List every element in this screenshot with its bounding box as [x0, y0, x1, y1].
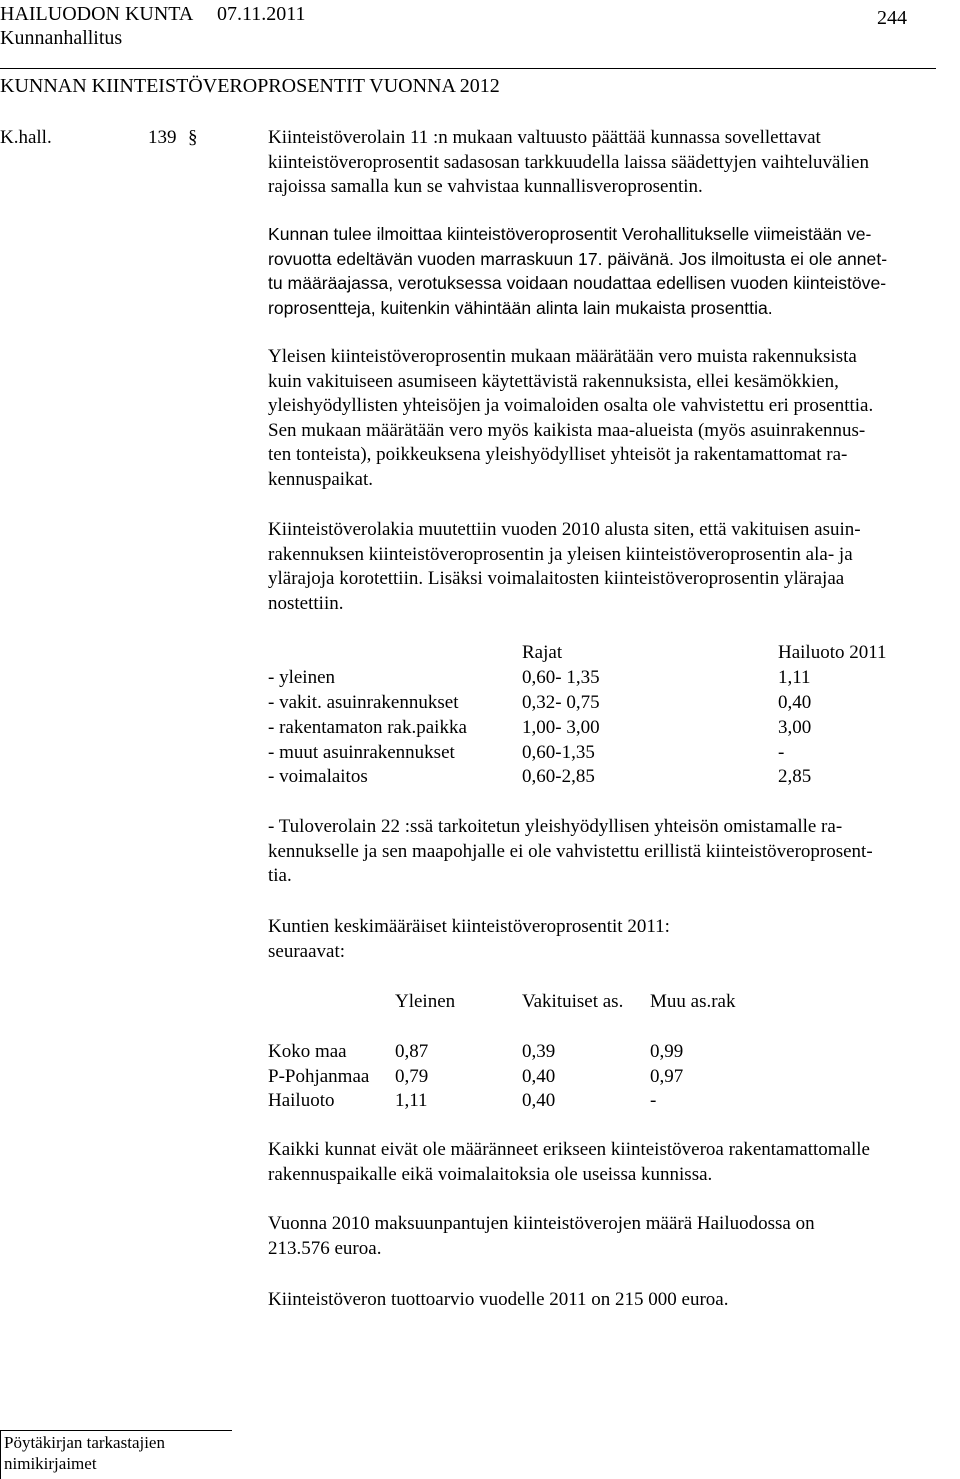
governing-body: Kunnanhallitus [0, 27, 123, 49]
table-cell: 0,39 [522, 1041, 556, 1062]
paragraph-law-change [268, 518, 958, 616]
text-line: rajoissa samalla kun se vahvistaa kunnallisveroprosentin. [268, 176, 703, 197]
paragraph-unbuilt [268, 1138, 958, 1187]
paragraph-levied-amount [268, 1212, 958, 1261]
table-cell: 0,60-2,85 [522, 766, 595, 787]
paragraph-legal-basis [268, 126, 958, 200]
table-cell: 1,11 [778, 667, 811, 688]
table-cell: 0,97 [650, 1066, 684, 1087]
table-cell: 0,99 [650, 1041, 684, 1062]
table-row-label: - yleinen [268, 667, 336, 688]
table-cell: 0,60- 1,35 [522, 667, 600, 688]
table-row-label: P-Pohjanmaa [268, 1066, 370, 1087]
text-line: Yleisen kiinteistöveroprosentin mukaan määrätään vero muista rakennuksista [268, 346, 857, 367]
table-header-permanent: Vakituiset as. [522, 991, 624, 1012]
text-line: Kiinteistöveron tuottoarvio vuodelle 2011 on 215 000 euroa. [268, 1289, 729, 1310]
text-line: ten tonteista), poikkeuksena yleishyödylliset yhteisöt ja rakentamattomat ra- [268, 444, 848, 465]
text-line: roprosentteja, kuitenkin vähintään alinta lain mukaista prosenttia. [268, 297, 773, 318]
table-row-label: - vakit. asuinrakennukset [268, 692, 459, 713]
table-cell: 1,11 [395, 1090, 428, 1111]
text-line: Sen mukaan määrätään vero myös kaikista maa-alueista (myös asuinrakennus- [268, 419, 866, 441]
footer-label-1: Pöytäkirjan tarkastajien [4, 1433, 165, 1452]
text-line: seuraavat: [268, 940, 346, 962]
table-cell: 2,85 [778, 766, 812, 787]
text-line: 213.576 euroa. [268, 1237, 382, 1259]
text-line: tu määräajassa, verotuksessa voidaan noudattaa edellisen vuoden kiinteistöve- [268, 273, 887, 293]
text-line: nostettiin. [268, 592, 344, 614]
text-line: - Tuloverolain 22 :ssä tarkoitetun yleishyödyllisen yhteisön omistamalle ra- [268, 816, 843, 837]
section-ref: K.hall. [0, 127, 52, 148]
table-row-label: Hailuoto [268, 1090, 335, 1111]
text-line: Kuntien keskimääräiset kiinteistöveroprosentit 2011: [268, 916, 670, 937]
table-cell: 0,40 [522, 1090, 556, 1111]
paragraph-nonprofit [268, 815, 958, 889]
paragraph-revenue-estimate [268, 1288, 958, 1313]
table-cell: 0,40 [778, 692, 812, 713]
text-line: kuin vakituiseen asumiseen käytettävistä rakennuksista, ellei kesämökkien, [268, 370, 839, 392]
paragraph-notification [268, 222, 958, 320]
meeting-date: 07.11.2011 [217, 3, 306, 25]
text-line: Vuonna 2010 maksuunpantujen kiinteistöverojen määrä Hailuodossa on [268, 1213, 815, 1234]
table-header-general: Yleinen [395, 991, 456, 1012]
section-symbol: § [188, 127, 198, 148]
table-header-hailuoto: Hailuoto 2011 [778, 642, 887, 663]
text-line: kiinteistöveroprosentit sadasosan tarkkuudella laissa säädettyjen vaihteluvälien [268, 151, 869, 173]
table-row-label: - rakentamaton rak.paikka [268, 717, 467, 738]
table-cell: - [778, 742, 785, 763]
text-line: rovuotta edeltävän vuoden marraskuun 17. päivänä. Jos ilmoitusta ei ole annet- [268, 248, 888, 269]
document-title: KUNNAN KIINTEISTÖVEROPROSENTIT VUONNA 2012 [0, 75, 500, 97]
table-header-other: Muu as.rak [650, 991, 736, 1012]
table-header-limits: Rajat [522, 642, 563, 663]
text-line: yleishyödyllisten yhteisöjen ja voimaloiden osalta ole vahvistettu eri prosenttia. [268, 395, 874, 416]
text-line: rakennuspaikalle eikä voimalaitoksia ole useissa kunnissa. [268, 1163, 713, 1185]
page-number: 244 [877, 7, 907, 29]
paragraph-averages-intro [268, 915, 958, 964]
paragraph-general-rate [268, 345, 958, 492]
text-line: Kaikki kunnat eivät ole määränneet erikseen kiinteistöveroa rakentamattomalle [268, 1139, 870, 1160]
table-row-label: - muut asuinrakennukset [268, 742, 455, 763]
text-line: ylärajoja korotettiin. Lisäksi voimalaitosten kiinteistöveroprosentin ylärajaa [268, 568, 845, 589]
table-cell: 0,60-1,35 [522, 742, 595, 763]
title-rule [0, 68, 936, 69]
text-line: Kiinteistöverolain 11 :n mukaan valtuusto päättää kunnassa sovellettavat [268, 127, 821, 148]
text-line: kennukselle ja sen maapohjalle ei ole vahvistettu erillistä kiinteistöveroprosent- [268, 840, 873, 862]
table-cell: 1,00- 3,00 [522, 717, 600, 738]
table-cell: 3,00 [778, 717, 812, 738]
municipality-name: HAILUODON KUNTA [0, 3, 194, 25]
table-cell: 0,79 [395, 1066, 429, 1087]
table-row-label: Koko maa [268, 1041, 347, 1062]
table-cell: 0,40 [522, 1066, 556, 1087]
table-row-label: - voimalaitos [268, 766, 368, 787]
text-line: Kiinteistöverolakia muutettiin vuoden 2010 alusta siten, että vakituisen asuin- [268, 519, 861, 540]
table-cell: 0,32- 0,75 [522, 692, 600, 713]
text-line: Kunnan tulee ilmoittaa kiinteistöveroprosentit Verohallitukselle viimeistään ve- [268, 224, 872, 244]
section-number: 139 [148, 127, 177, 148]
table-cell: 0,87 [395, 1041, 429, 1062]
text-line: tia. [268, 865, 292, 886]
text-line: kennuspaikat. [268, 468, 374, 490]
text-line: rakennuksen kiinteistöveroprosentin ja yleisen kiinteistöveroprosentin ala- ja [268, 543, 853, 565]
footer-label-2: nimikirjaimet [4, 1454, 97, 1473]
table-cell: - [650, 1090, 657, 1111]
